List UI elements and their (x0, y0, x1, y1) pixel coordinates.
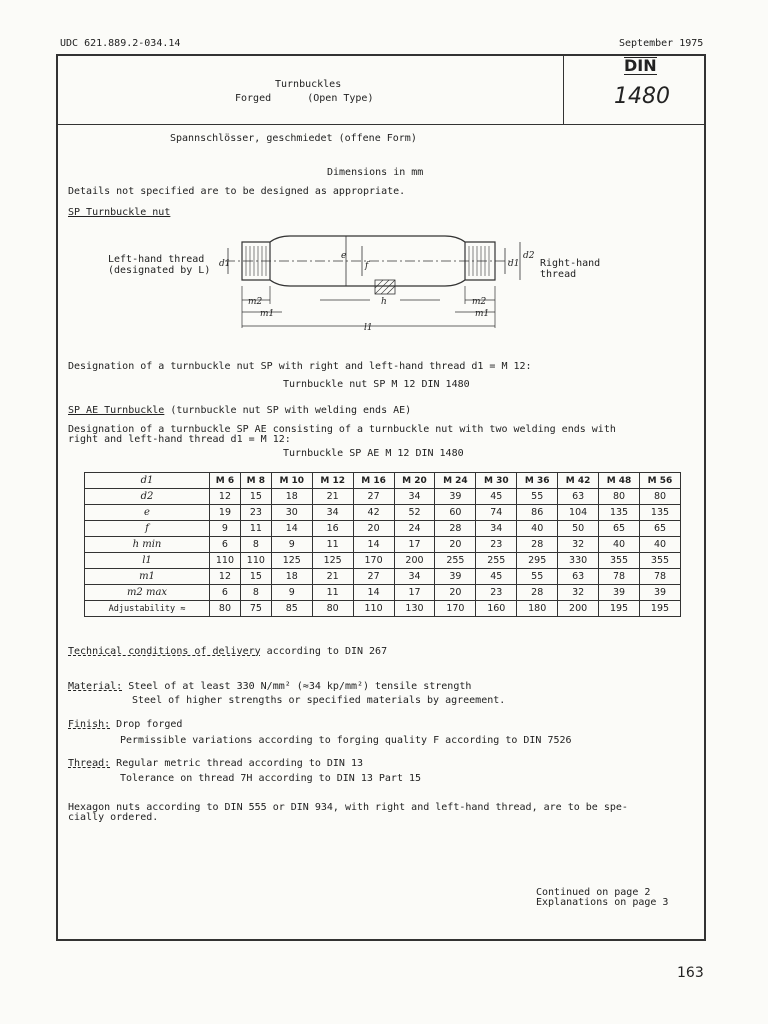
table-corner-label: d1 (85, 473, 210, 489)
left-thread-label-2: (designated by L) (108, 265, 211, 276)
table-cell: 34 (476, 521, 517, 537)
table-cell: 63 (558, 489, 599, 505)
table-cell: 24 (394, 521, 435, 537)
table-cell: 200 (558, 601, 599, 617)
table-cell: 8 (240, 585, 271, 601)
table-cell: 40 (599, 537, 640, 553)
table-cell: 52 (394, 505, 435, 521)
right-thread-label-1: Right-hand (540, 258, 601, 269)
dim-f: f (365, 261, 369, 271)
table-cell: 255 (476, 553, 517, 569)
table-cell: 23 (476, 585, 517, 601)
header-divider (56, 124, 706, 125)
table-row (85, 585, 681, 601)
table-cell: 9 (210, 521, 241, 537)
table-cell: 11 (312, 537, 353, 553)
table-cell: 15 (240, 489, 271, 505)
table-cell: 28 (517, 585, 558, 601)
explanations-note: Explanations on page 3 (536, 897, 669, 908)
spae-heading-rest: (turnbuckle nut SP with welding ends AE) (164, 405, 412, 416)
dim-m1-left: m1 (260, 309, 275, 319)
table-cell: 195 (639, 601, 680, 617)
spae-heading: SP AE Turnbuckle (68, 405, 165, 416)
table-cell: 14 (271, 521, 312, 537)
table-row-label: d2 (85, 489, 210, 505)
table-row-label: m2 max (85, 585, 210, 601)
dim-e: e (341, 251, 347, 261)
table-cell: 6 (210, 537, 241, 553)
thread-line (68, 758, 363, 770)
table-cell: 14 (353, 585, 394, 601)
table-cell: 28 (517, 537, 558, 553)
spae-text-1: Designation of a turnbuckle SP AE consisting of a turnbuckle nut with two welding ends with (68, 424, 616, 435)
thread-text-2: Tolerance on thread 7H according to DIN 13 Part 15 (120, 773, 422, 784)
table-cell: 32 (558, 537, 599, 553)
table-cell: 63 (558, 569, 599, 585)
table-cell: 20 (353, 521, 394, 537)
table-row-label: l1 (85, 553, 210, 569)
sp-designation-example: Turnbuckle nut SP M 12 DIN 1480 (283, 379, 470, 390)
table-column-header: M 6 (210, 473, 241, 489)
table-cell: 9 (271, 537, 312, 553)
table-column-header: M 30 (476, 473, 517, 489)
material-label: Material: (68, 681, 123, 692)
table-cell: 40 (639, 537, 680, 553)
din-number: 1480 (614, 84, 670, 109)
table-cell: 355 (599, 553, 640, 569)
table-row (85, 521, 681, 537)
table-cell: 16 (312, 521, 353, 537)
table-row-label: f (85, 521, 210, 537)
table-cell: 295 (517, 553, 558, 569)
table-cell: 30 (271, 505, 312, 521)
dim-m2-right: m2 (472, 297, 487, 307)
publication-date: September 1975 (619, 38, 704, 49)
material-text-1: Steel of at least 330 N/mm² (≈34 kp/mm²) tensile strength (122, 681, 472, 692)
dimensions-note: Dimensions in mm (327, 167, 424, 178)
table-cell: 39 (639, 585, 680, 601)
tcd-text: according to DIN 267 (260, 646, 388, 657)
table-cell: 34 (312, 505, 353, 521)
table-cell: 80 (599, 489, 640, 505)
table-cell: 39 (435, 489, 476, 505)
table-cell: 12 (210, 569, 241, 585)
table-cell: 40 (517, 521, 558, 537)
table-cell: 110 (210, 553, 241, 569)
table-cell: 21 (312, 489, 353, 505)
table-column-header: M 8 (240, 473, 271, 489)
table-column-header: M 48 (599, 473, 640, 489)
spae-designation-example: Turnbuckle SP AE M 12 DIN 1480 (283, 448, 464, 459)
table-header-row (85, 473, 681, 489)
table-cell: 130 (394, 601, 435, 617)
page-number: 163 (677, 965, 704, 981)
udc-code: UDC 621.889.2-034.14 (60, 38, 181, 49)
table-cell: 180 (517, 601, 558, 617)
table-row (85, 601, 681, 617)
table-cell: 21 (312, 569, 353, 585)
table-column-header: M 24 (435, 473, 476, 489)
table-cell: 8 (240, 537, 271, 553)
din-label: DIN (624, 56, 657, 75)
thread-text-1: Regular metric thread according to DIN 13 (110, 758, 364, 769)
title-line-1: Turnbuckles (275, 79, 342, 90)
table-cell: 20 (435, 585, 476, 601)
hex-text-1: Hexagon nuts according to DIN 555 or DIN 934, with right and left-hand thread, are to be spe- (68, 802, 628, 813)
table-cell: 330 (558, 553, 599, 569)
table-column-header: M 20 (394, 473, 435, 489)
table-cell: 80 (210, 601, 241, 617)
sp-heading: SP Turnbuckle nut (68, 207, 171, 218)
table-cell: 42 (353, 505, 394, 521)
table-cell: 11 (312, 585, 353, 601)
spae-heading-line (68, 405, 411, 417)
sp-designation-text: Designation of a turnbuckle nut SP with right and left-hand thread d1 = M 12: (68, 361, 532, 372)
dim-h: h (381, 297, 387, 307)
table-cell: 17 (394, 537, 435, 553)
spae-text-2: right and left-hand thread d1 = M 12: (68, 434, 291, 445)
table-row-label: h min (85, 537, 210, 553)
table-cell: 135 (599, 505, 640, 521)
table-row-label: e (85, 505, 210, 521)
table-cell: 195 (599, 601, 640, 617)
table-cell: 50 (558, 521, 599, 537)
hex-text-2: cially ordered. (68, 812, 159, 823)
table-cell: 45 (476, 489, 517, 505)
finish-line (68, 719, 182, 731)
table-row (85, 553, 681, 569)
table-column-header: M 42 (558, 473, 599, 489)
table-cell: 55 (517, 489, 558, 505)
table-cell: 160 (476, 601, 517, 617)
table-column-header: M 16 (353, 473, 394, 489)
table-cell: 39 (435, 569, 476, 585)
table-cell: 80 (312, 601, 353, 617)
table-column-header: M 36 (517, 473, 558, 489)
table-cell: 170 (353, 553, 394, 569)
table-cell: 20 (435, 537, 476, 553)
dimensions-table (84, 472, 681, 617)
table-cell: 78 (639, 569, 680, 585)
table-cell: 27 (353, 489, 394, 505)
table-row (85, 569, 681, 585)
table-cell: 86 (517, 505, 558, 521)
dim-d2: d2 (523, 251, 535, 261)
table-cell: 170 (435, 601, 476, 617)
finish-text-2: Permissible variations according to forging quality F according to DIN 7526 (120, 735, 572, 746)
table-cell: 110 (240, 553, 271, 569)
continued-note: Continued on page 2 (536, 887, 651, 898)
dim-d1-left: d1 (219, 259, 231, 269)
tcd-line (68, 646, 387, 658)
table-cell: 75 (240, 601, 271, 617)
table-cell: 23 (476, 537, 517, 553)
table-cell: 65 (639, 521, 680, 537)
table-cell: 11 (240, 521, 271, 537)
table-column-header: M 10 (271, 473, 312, 489)
dim-m1-right: m1 (475, 309, 490, 319)
table-cell: 125 (312, 553, 353, 569)
table-cell: 34 (394, 569, 435, 585)
table-row-label: Adjustability ≈ (85, 601, 210, 617)
table-cell: 78 (599, 569, 640, 585)
table-column-header: M 12 (312, 473, 353, 489)
table-column-header: M 56 (639, 473, 680, 489)
title-line-2: Forged (Open Type) (235, 93, 374, 104)
table-cell: 60 (435, 505, 476, 521)
table-cell: 355 (639, 553, 680, 569)
table-cell: 104 (558, 505, 599, 521)
table-row (85, 489, 681, 505)
left-thread-label-1: Left-hand thread (108, 254, 205, 265)
table-cell: 19 (210, 505, 241, 521)
table-cell: 45 (476, 569, 517, 585)
table-cell: 34 (394, 489, 435, 505)
table-cell: 85 (271, 601, 312, 617)
dim-m2-left: m2 (248, 297, 263, 307)
finish-text-1: Drop forged (110, 719, 183, 730)
material-text-2: Steel of higher strengths or specified materials by agreement. (132, 695, 506, 706)
material-line (68, 681, 471, 693)
table-cell: 17 (394, 585, 435, 601)
table-row (85, 505, 681, 521)
tcd-label: Technical conditions of delivery (68, 646, 261, 657)
table-cell: 255 (435, 553, 476, 569)
table-cell: 200 (394, 553, 435, 569)
details-note: Details not specified are to be designed as appropriate. (68, 186, 406, 197)
table-cell: 6 (210, 585, 241, 601)
table-row-label: m1 (85, 569, 210, 585)
thread-label: Thread: (68, 758, 111, 769)
table-cell: 12 (210, 489, 241, 505)
table-cell: 80 (639, 489, 680, 505)
dim-d1-right: d1 (508, 259, 520, 269)
table-cell: 27 (353, 569, 394, 585)
table-cell: 39 (599, 585, 640, 601)
table-cell: 32 (558, 585, 599, 601)
dim-l1: l1 (364, 323, 373, 333)
turnbuckle-diagram (100, 228, 660, 338)
table-body (85, 489, 681, 617)
header-vertical-divider (563, 54, 564, 125)
table-cell: 23 (240, 505, 271, 521)
finish-label: Finish: (68, 719, 111, 730)
table-cell: 18 (271, 489, 312, 505)
table-cell: 15 (240, 569, 271, 585)
table-cell: 55 (517, 569, 558, 585)
table-cell: 14 (353, 537, 394, 553)
right-thread-label-2: thread (540, 269, 577, 280)
table-cell: 9 (271, 585, 312, 601)
table-cell: 125 (271, 553, 312, 569)
table-cell: 110 (353, 601, 394, 617)
table-cell: 28 (435, 521, 476, 537)
table-row (85, 537, 681, 553)
table-cell: 65 (599, 521, 640, 537)
table-cell: 135 (639, 505, 680, 521)
german-title: Spannschlösser, geschmiedet (offene Form) (170, 133, 417, 144)
table-cell: 74 (476, 505, 517, 521)
table-cell: 18 (271, 569, 312, 585)
